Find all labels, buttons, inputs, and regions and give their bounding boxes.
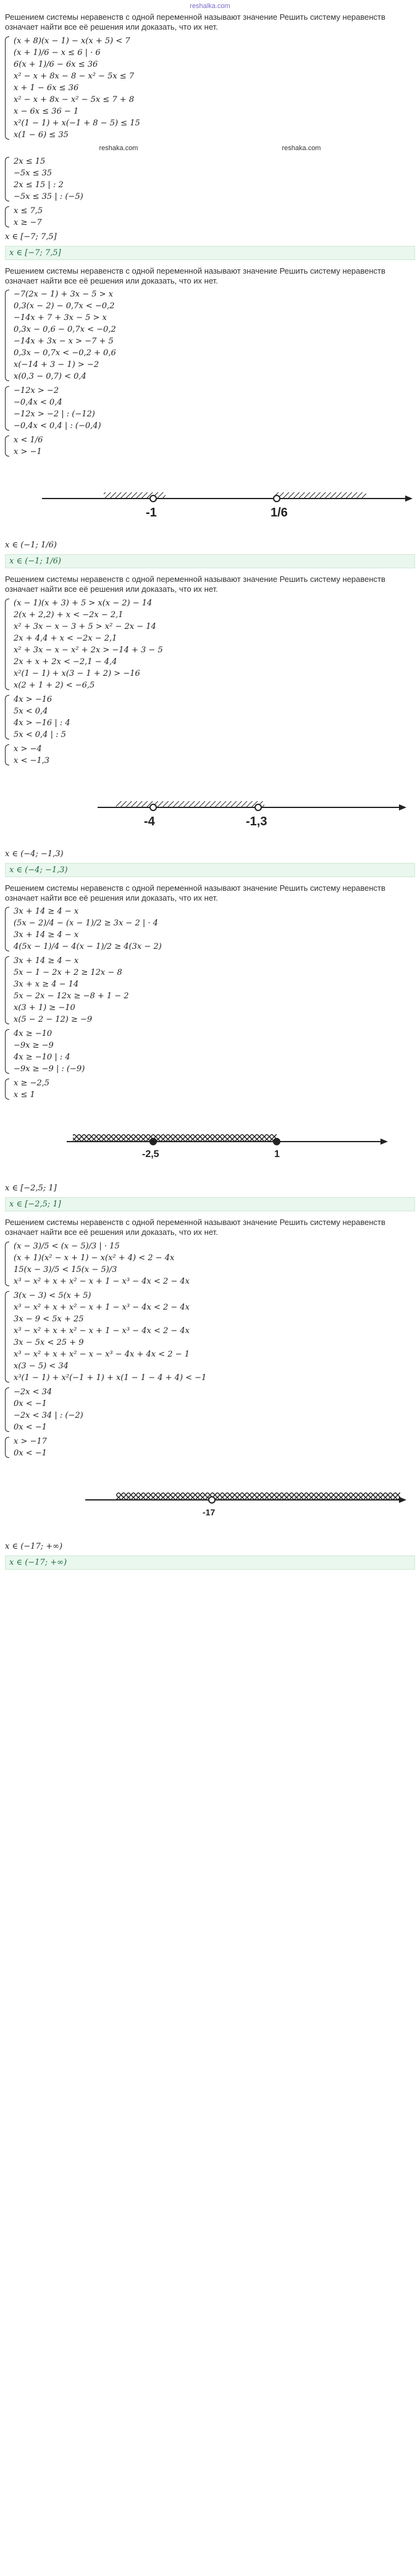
number-line [5,770,415,844]
math-line: x² + 3x − x − x² + 2x > −14 + 3 − 5 [14,645,163,655]
definition-text: Решением системы неравенств с одной переменной называют значение Решить систему неравенств означает найти все её решения или доказать, что их нет. [5,883,385,903]
math-line: 0x < −1 [14,1448,47,1458]
math-line: (x + 1)/6 − x ≤ 6 | · 6 [14,48,101,57]
math-line: −2x < 34 | : (−2) [14,1410,83,1420]
math-line: 3x + 14 ≥ 4 − x [14,930,79,940]
answer-box: x ∈ [−7; 7,5] [5,246,415,260]
axis-point-label: -1 [146,506,157,520]
math-line: x > −17 [14,1436,47,1446]
inequality-system [2,434,418,458]
watermark: reshaka.com [282,144,321,152]
math-line: x(5 − 2 − 12) ≥ −9 [14,1015,93,1024]
definition-text: Решением системы неравенств с одной переменной называют значение Решить систему неравенств означает найти все её решения или доказать, что их нет. [5,266,385,285]
math-line: 3x + x ≥ 4 − 14 [14,980,79,989]
result-line: x ∈ [−7; 7,5] [5,232,57,242]
result-line: x ∈ (−4; −1,3) [5,849,64,859]
result-line: x ∈ [−2,5; 1] [5,1184,57,1193]
math-line: x < 1/6 [14,436,43,445]
number-line [5,1105,415,1179]
task-4 [2,883,418,1212]
number-line-graphic [5,1463,420,1537]
result-line: x ∈ (−17; +∞) [5,1541,63,1551]
inequality-system [2,288,418,382]
math-line: x³ − x² + x + x² − x + 1 − x³ − 4x < 2 − 4x [14,1276,190,1286]
answer-box: x ∈ [−2,5; 1] [5,1197,415,1211]
inequality-system [2,35,418,141]
math-line: 15(x − 3)/5 < 15(x − 5)/3 [14,1265,117,1274]
hatch-region [116,801,264,807]
arrow-icon [405,495,413,502]
math-line: (x + 8)(x − 1) − x(x + 5) < 7 [14,36,130,46]
math-line: 3x + 14 ≥ 4 − x [14,956,79,966]
answer-box: x ∈ (−4; −1,3) [5,863,415,877]
math-line: −12x > −2 | : (−12) [14,410,95,419]
hatch-region [274,492,366,499]
math-line: 0x < −1 [14,1422,47,1432]
number-line [5,1463,415,1537]
inequality-system [2,385,418,432]
math-line: −7(2x − 1) + 3x − 5 > x [14,290,114,299]
watermark: reshaka.com [99,144,138,152]
math-line: 2x ≤ 15 [14,156,46,166]
task-1 [2,12,418,260]
math-line: x ≤ 7,5 [14,206,43,216]
math-line: x ≥ −2,5 [14,1079,50,1088]
math-line: 5x − 2x − 12x ≥ −8 + 1 − 2 [14,991,129,1001]
inequality-system [2,205,418,229]
number-line [5,461,415,536]
arrow-icon [399,804,406,810]
definition-text: Решением системы неравенств с одной переменной называют значение Решить систему неравенств означает найти все её решения или доказать, что их нет. [5,1218,385,1237]
math-line: 4x ≥ −10 [14,1029,52,1038]
math-line: (x − 3)/5 < (x − 5)/3 | · 15 [14,1241,120,1251]
math-line: 0,3(x − 2) − 0,7x < −0,2 [14,301,115,311]
inequality-system [2,694,418,741]
math-line: x²(1 − 1) + x(3 − 1 + 2) > −16 [14,668,140,678]
open-point [274,495,280,502]
math-line: x² − x + 8x − x² − 5x ≤ 7 + 8 [14,95,135,104]
math-line: x³(1 − 1) + x²(−1 + 1) + x(1 − 1 − 4 + 4) < −1 [14,1373,207,1383]
number-line-graphic [5,770,420,844]
math-line: x³ − x² + x + x² − x + 1 − x³ − 4x < 2 − 4x [14,1302,190,1312]
answer-box: x ∈ (−17; +∞) [5,1555,415,1570]
math-line: 3x + 14 ≥ 4 − x [14,907,79,916]
inequality-system [2,1240,418,1287]
inequality-system [2,597,418,691]
definition-text: Решением системы неравенств с одной переменной называют значение Решить систему неравенств означает найти все её решения или доказать, что их нет. [5,12,385,32]
math-line: x − 6x ≤ 36 − 1 [14,106,79,116]
math-line: (x − 1)(x + 3) + 5 > x(x − 2) − 14 [14,598,153,608]
math-line: 4x ≥ −10 | : 4 [14,1053,70,1062]
answer-box: x ∈ (−1; 1/6) [5,554,415,568]
inequality-system [2,743,418,767]
math-line: 4(5x − 1)/4 − 4(x − 1)/2 ≥ 4(3x − 2) [14,942,162,951]
inequality-system [2,1436,418,1459]
site-logo[interactable]: reshalka.com [190,2,230,10]
inequality-system [2,1028,418,1075]
inequality-system [2,1290,418,1384]
math-line: 4x > −16 [14,694,52,704]
inequality-system [2,1386,418,1433]
math-line: 2x + x + 2x < −2,1 − 4,4 [14,657,117,667]
axis-point-label: -1,3 [246,814,267,828]
math-line: 2x + 4,4 + x < −2x − 2,1 [14,633,117,643]
open-point [209,1497,215,1503]
math-line: 0,3x − 0,6 − 0,7x < −0,2 [14,325,116,334]
math-line: 5x < 0,4 | : 5 [14,730,66,739]
inequality-system [2,1077,418,1101]
math-line: 2x ≤ 15 | : 2 [14,180,64,190]
task-5 [2,1218,418,1570]
axis-point-label: 1/6 [271,506,288,520]
math-line: 5x < 0,4 [14,706,48,716]
inequality-system [2,955,418,1025]
math-line: x > −1 [14,447,42,457]
task-3 [2,575,418,877]
math-line: 0x < −1 [14,1399,47,1408]
hatch-region [116,1492,400,1500]
math-line: x³ − x² + x + x² − x + 1 − x³ − 4x < 2 − 4x [14,1326,190,1336]
math-line: −0,4x < 0,4 [14,398,62,407]
math-line: x² − x + 8x − 8 − x² − 5x ≤ 7 [14,71,135,81]
math-line: −9x ≥ −9 | : (−9) [14,1064,85,1074]
open-point [150,495,156,502]
inequality-system [2,906,418,953]
open-point [150,804,156,810]
math-line: x > −4 [14,744,42,754]
math-line: x < −1,3 [14,756,50,765]
math-line: x(1 − 6) ≤ 35 [14,130,69,140]
definition-text: Решением системы неравенств с одной переменной называют значение Решить систему неравенств означает найти все её решения или доказать, что их нет. [5,575,385,594]
math-line: 3x − 9 < 5x + 25 [14,1314,84,1324]
math-line: −2x < 34 [14,1387,52,1397]
math-line: 5x − 1 − 2x + 2 ≥ 12x − 8 [14,968,122,977]
math-line: −5x ≤ 35 [14,168,52,178]
task-2 [2,266,418,569]
math-line: (x + 1)(x² − x + 1) − x(x² + 4) < 2 − 4x [14,1253,175,1263]
closed-point [274,1139,280,1145]
math-line: 3(x − 3) < 5(x + 5) [14,1290,91,1300]
math-line: 6(x + 1)/6 − 6x ≤ 36 [14,59,98,69]
math-line: x + 1 − 6x ≤ 36 [14,83,79,93]
math-line: 3x − 5x < 25 + 9 [14,1337,84,1347]
result-line: x ∈ (−1; 1/6) [5,541,57,550]
math-line: x(2 + 1 + 2) < −6,5 [14,680,95,690]
math-line: −9x ≥ −9 [14,1041,54,1050]
math-line: x(−14 + 3 − 1) > −2 [14,360,99,369]
number-line-graphic [5,461,420,536]
number-line-graphic [5,1105,420,1179]
math-line: −14x + 3x − x > −7 + 5 [14,337,114,346]
inequality-system [2,156,418,203]
arrow-icon [380,1139,388,1145]
math-line: (5x − 2)/4 − (x − 1)/2 ≥ 3x − 2 | · 4 [14,919,158,928]
math-line: x²(1 − 1) + x(−1 + 8 − 5) ≤ 15 [14,118,140,128]
axis-point-label: -17 [203,1507,216,1517]
math-line: x(0,3 − 0,7) < 0,4 [14,372,86,381]
math-line: x² + 3x − x − 3 + 5 > x² − 2x − 14 [14,621,156,631]
axis-point-label: -4 [144,814,155,828]
math-line: −5x ≤ 35 | : (−5) [14,192,83,201]
math-line: x ≥ −7 [14,217,42,227]
math-line: 4x > −16 | : 4 [14,718,70,728]
math-line: x ≤ 1 [14,1090,35,1100]
axis-point-label: -2,5 [142,1149,159,1160]
axis-point-label: 1 [274,1149,280,1160]
math-line: x³ − x² + x + x² − x − x³ − 4x + 4x < 2 − 1 [14,1349,190,1359]
math-line: −14x + 7 + 3x − 5 > x [14,313,107,322]
math-line: −0,4x < 0,4 | : (−0,4) [14,421,101,431]
hatch-region [73,1134,277,1142]
math-line: 0,3x − 0,7x < −0,2 + 0,6 [14,348,116,358]
open-point [255,804,261,810]
math-line: x(3 − 5) < 34 [14,1361,69,1371]
closed-point [150,1139,156,1145]
math-line: x(3 + 1) ≥ −10 [14,1003,75,1012]
math-line: 2(x + 2,2) + x < −2x − 2,1 [14,610,124,620]
math-line: −12x > −2 [14,386,59,395]
